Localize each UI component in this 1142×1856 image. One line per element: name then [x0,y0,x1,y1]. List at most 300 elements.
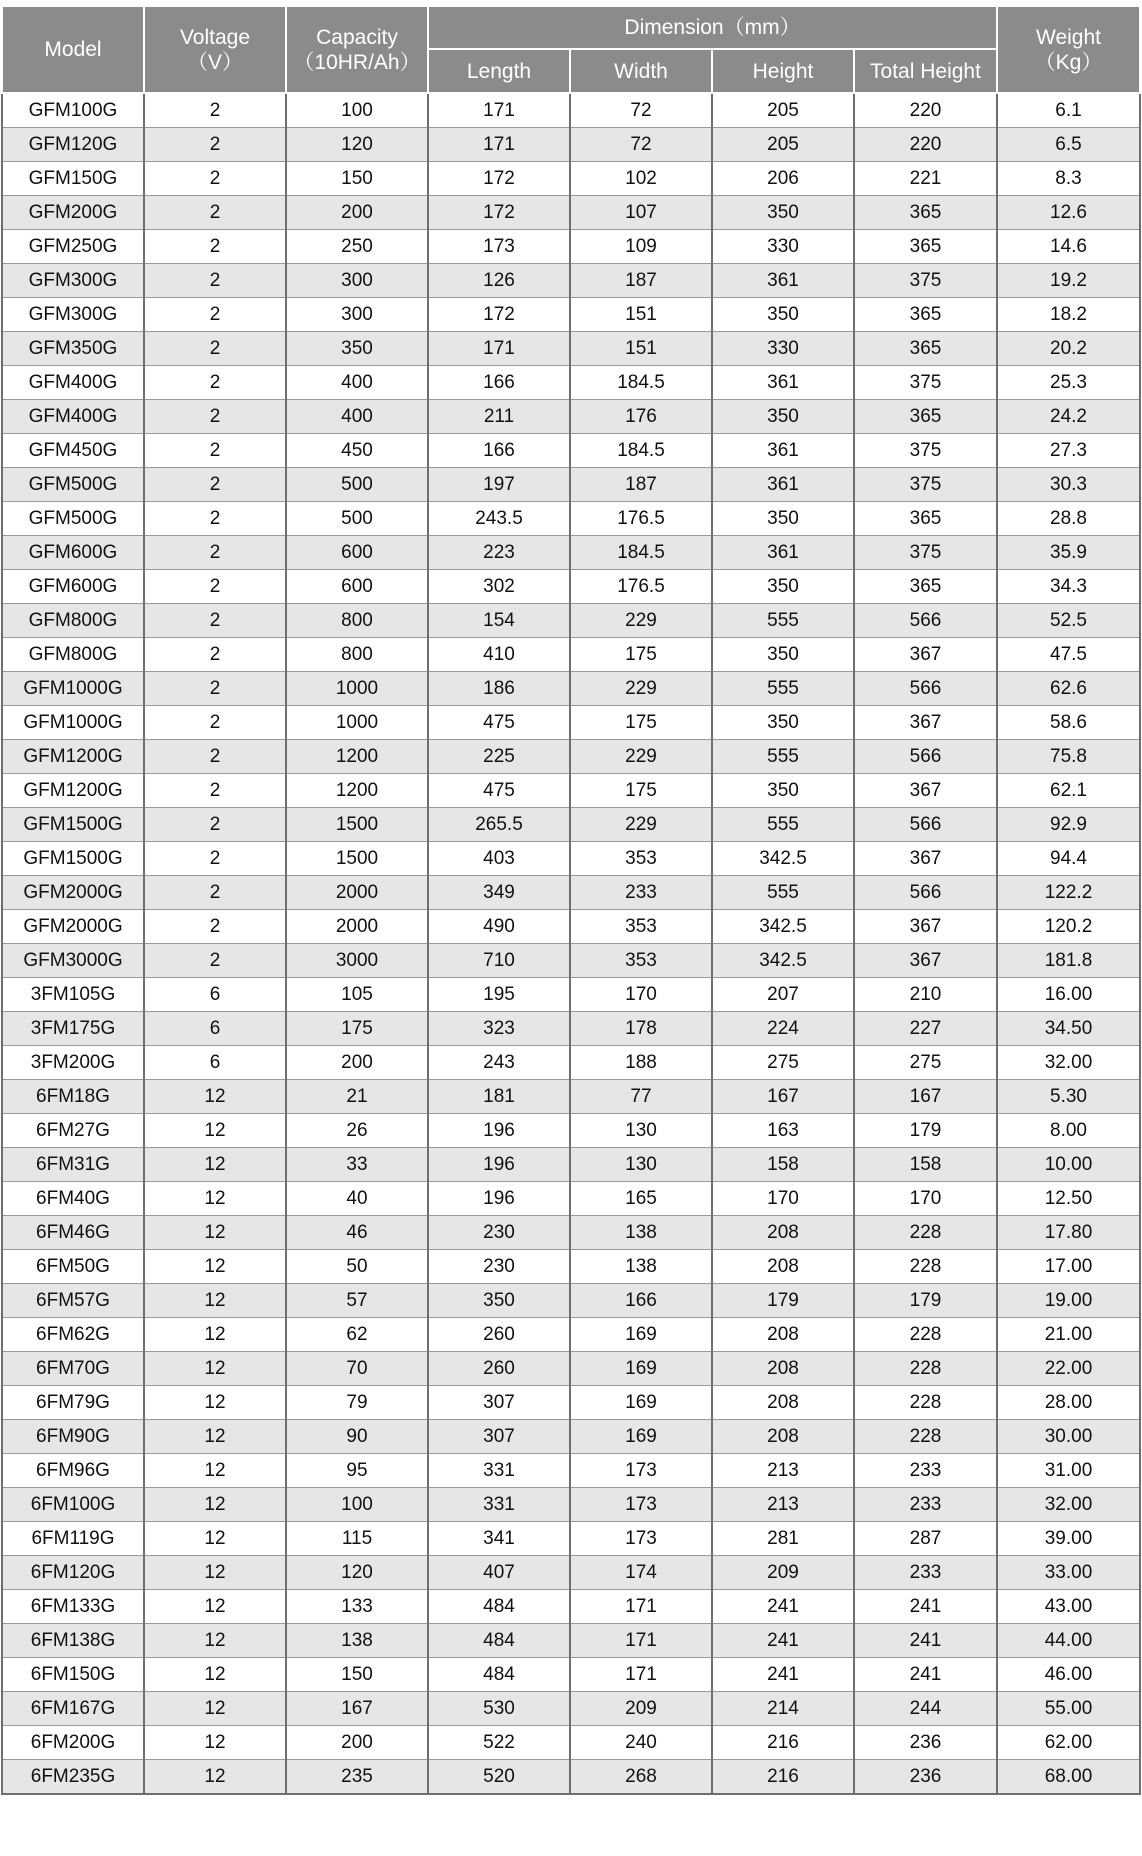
cell-voltage: 12 [144,1386,286,1420]
table-row [2,1352,1140,1386]
cell-width: 169 [570,1318,712,1352]
cell-height: 158 [712,1148,854,1182]
table-row [2,1760,1140,1795]
table-row [2,1046,1140,1080]
cell-voltage: 2 [144,604,286,638]
cell-weight: 30.3 [997,468,1140,502]
cell-voltage: 12 [144,1624,286,1658]
cell-width: 233 [570,876,712,910]
cell-weight: 19.2 [997,264,1140,298]
cell-width: 171 [570,1590,712,1624]
cell-total-height: 241 [854,1658,997,1692]
cell-total-height: 220 [854,93,997,128]
cell-weight: 62.6 [997,672,1140,706]
cell-model: 6FM167G [2,1692,144,1726]
cell-width: 109 [570,230,712,264]
cell-capacity: 167 [286,1692,428,1726]
cell-width: 138 [570,1250,712,1284]
cell-height: 361 [712,264,854,298]
cell-length: 307 [428,1420,570,1454]
cell-width: 151 [570,298,712,332]
table-row [2,638,1140,672]
cell-width: 229 [570,808,712,842]
battery-spec-table [1,5,1141,1795]
cell-capacity: 200 [286,1046,428,1080]
cell-voltage: 12 [144,1590,286,1624]
cell-weight: 75.8 [997,740,1140,774]
cell-height: 361 [712,434,854,468]
cell-weight: 62.1 [997,774,1140,808]
cell-width: 107 [570,196,712,230]
cell-length: 172 [428,298,570,332]
cell-height: 208 [712,1318,854,1352]
cell-capacity: 95 [286,1454,428,1488]
cell-total-height: 179 [854,1284,997,1318]
cell-capacity: 1200 [286,740,428,774]
cell-total-height: 367 [854,842,997,876]
cell-total-height: 227 [854,1012,997,1046]
table-row [2,1318,1140,1352]
cell-capacity: 21 [286,1080,428,1114]
header-capacity-unit: （10HR/Ah） [293,50,421,74]
table-row [2,468,1140,502]
cell-height: 281 [712,1522,854,1556]
cell-length: 196 [428,1114,570,1148]
cell-width: 176.5 [570,502,712,536]
cell-width: 209 [570,1692,712,1726]
cell-length: 323 [428,1012,570,1046]
cell-width: 77 [570,1080,712,1114]
cell-height: 241 [712,1624,854,1658]
cell-length: 265.5 [428,808,570,842]
header-dimension: Dimension（mm） [428,6,997,49]
table-row [2,400,1140,434]
table-row [2,128,1140,162]
cell-model: GFM1000G [2,672,144,706]
cell-capacity: 1500 [286,842,428,876]
cell-total-height: 566 [854,740,997,774]
cell-total-height: 220 [854,128,997,162]
header-length: Length [428,49,570,93]
header-voltage-label: Voltage [179,25,251,49]
cell-height: 330 [712,230,854,264]
cell-voltage: 2 [144,774,286,808]
cell-model: 6FM133G [2,1590,144,1624]
cell-total-height: 367 [854,910,997,944]
cell-width: 176.5 [570,570,712,604]
cell-weight: 14.6 [997,230,1140,264]
cell-width: 178 [570,1012,712,1046]
cell-width: 174 [570,1556,712,1590]
cell-voltage: 2 [144,808,286,842]
cell-capacity: 40 [286,1182,428,1216]
cell-voltage: 12 [144,1420,286,1454]
cell-capacity: 600 [286,570,428,604]
table-row [2,604,1140,638]
cell-weight: 17.00 [997,1250,1140,1284]
cell-height: 179 [712,1284,854,1318]
cell-length: 520 [428,1760,570,1795]
cell-model: GFM500G [2,468,144,502]
header-capacity-label: Capacity [316,25,398,49]
cell-model: 6FM79G [2,1386,144,1420]
cell-height: 241 [712,1658,854,1692]
cell-total-height: 375 [854,536,997,570]
cell-voltage: 12 [144,1182,286,1216]
cell-length: 331 [428,1488,570,1522]
cell-capacity: 150 [286,162,428,196]
cell-capacity: 100 [286,1488,428,1522]
cell-width: 229 [570,672,712,706]
table-row [2,332,1140,366]
header-model: Model [2,6,144,93]
table-row [2,1692,1140,1726]
cell-width: 166 [570,1284,712,1318]
cell-width: 171 [570,1658,712,1692]
cell-capacity: 70 [286,1352,428,1386]
table-row [2,774,1140,808]
cell-length: 410 [428,638,570,672]
cell-voltage: 2 [144,502,286,536]
cell-weight: 28.8 [997,502,1140,536]
cell-height: 216 [712,1726,854,1760]
cell-voltage: 2 [144,196,286,230]
cell-model: GFM1200G [2,774,144,808]
cell-voltage: 6 [144,1046,286,1080]
cell-length: 166 [428,366,570,400]
cell-height: 350 [712,298,854,332]
cell-total-height: 375 [854,434,997,468]
cell-weight: 55.00 [997,1692,1140,1726]
cell-length: 349 [428,876,570,910]
cell-voltage: 12 [144,1488,286,1522]
cell-height: 342.5 [712,910,854,944]
table-row [2,1182,1140,1216]
cell-voltage: 2 [144,740,286,774]
cell-length: 172 [428,162,570,196]
cell-width: 151 [570,332,712,366]
cell-height: 361 [712,536,854,570]
cell-height: 208 [712,1420,854,1454]
cell-length: 196 [428,1148,570,1182]
cell-length: 243.5 [428,502,570,536]
cell-total-height: 228 [854,1352,997,1386]
cell-total-height: 228 [854,1216,997,1250]
cell-model: GFM200G [2,196,144,230]
cell-voltage: 12 [144,1250,286,1284]
cell-width: 170 [570,978,712,1012]
cell-model: GFM300G [2,298,144,332]
table-row [2,1590,1140,1624]
cell-weight: 122.2 [997,876,1140,910]
table-row [2,740,1140,774]
cell-height: 350 [712,400,854,434]
cell-total-height: 236 [854,1760,997,1795]
cell-model: GFM150G [2,162,144,196]
table-row [2,1624,1140,1658]
table-row [2,808,1140,842]
cell-height: 350 [712,774,854,808]
table-row [2,1386,1140,1420]
cell-voltage: 12 [144,1726,286,1760]
cell-capacity: 115 [286,1522,428,1556]
cell-capacity: 1000 [286,672,428,706]
cell-total-height: 228 [854,1420,997,1454]
cell-height: 241 [712,1590,854,1624]
cell-capacity: 200 [286,1726,428,1760]
cell-length: 225 [428,740,570,774]
cell-total-height: 210 [854,978,997,1012]
cell-model: 6FM62G [2,1318,144,1352]
table-row [2,1556,1140,1590]
cell-height: 216 [712,1760,854,1795]
cell-length: 181 [428,1080,570,1114]
cell-voltage: 2 [144,128,286,162]
cell-model: 6FM31G [2,1148,144,1182]
cell-total-height: 365 [854,230,997,264]
table-row [2,196,1140,230]
cell-total-height: 566 [854,672,997,706]
cell-total-height: 179 [854,1114,997,1148]
cell-length: 260 [428,1352,570,1386]
cell-voltage: 2 [144,706,286,740]
cell-voltage: 12 [144,1114,286,1148]
cell-weight: 25.3 [997,366,1140,400]
cell-height: 208 [712,1352,854,1386]
cell-model: 6FM27G [2,1114,144,1148]
cell-capacity: 2000 [286,876,428,910]
cell-weight: 8.00 [997,1114,1140,1148]
cell-model: GFM350G [2,332,144,366]
cell-weight: 20.2 [997,332,1140,366]
cell-width: 169 [570,1352,712,1386]
cell-height: 350 [712,638,854,672]
cell-capacity: 2000 [286,910,428,944]
cell-length: 230 [428,1216,570,1250]
cell-capacity: 250 [286,230,428,264]
cell-total-height: 367 [854,638,997,672]
table-row [2,1080,1140,1114]
table-row [2,1250,1140,1284]
cell-capacity: 120 [286,128,428,162]
cell-weight: 16.00 [997,978,1140,1012]
cell-total-height: 287 [854,1522,997,1556]
cell-width: 184.5 [570,536,712,570]
cell-width: 173 [570,1522,712,1556]
cell-voltage: 12 [144,1080,286,1114]
table-row [2,978,1140,1012]
cell-height: 208 [712,1216,854,1250]
cell-total-height: 365 [854,298,997,332]
cell-weight: 39.00 [997,1522,1140,1556]
cell-voltage: 12 [144,1284,286,1318]
cell-length: 484 [428,1590,570,1624]
cell-height: 350 [712,570,854,604]
cell-model: 6FM18G [2,1080,144,1114]
cell-height: 361 [712,366,854,400]
cell-capacity: 300 [286,264,428,298]
cell-length: 172 [428,196,570,230]
cell-weight: 27.3 [997,434,1140,468]
cell-model: GFM600G [2,570,144,604]
cell-model: 6FM138G [2,1624,144,1658]
table-row [2,434,1140,468]
cell-length: 260 [428,1318,570,1352]
cell-voltage: 12 [144,1318,286,1352]
table-row [2,1284,1140,1318]
cell-weight: 181.8 [997,944,1140,978]
cell-height: 206 [712,162,854,196]
header-weight-unit: （Kg） [1034,50,1103,74]
cell-model: GFM800G [2,604,144,638]
cell-width: 188 [570,1046,712,1080]
cell-length: 530 [428,1692,570,1726]
cell-weight: 68.00 [997,1760,1140,1795]
cell-weight: 19.00 [997,1284,1140,1318]
cell-capacity: 235 [286,1760,428,1795]
cell-voltage: 12 [144,1352,286,1386]
table-row [2,1114,1140,1148]
cell-total-height: 365 [854,570,997,604]
cell-height: 555 [712,740,854,774]
cell-weight: 30.00 [997,1420,1140,1454]
cell-weight: 94.4 [997,842,1140,876]
cell-model: 3FM175G [2,1012,144,1046]
cell-total-height: 365 [854,400,997,434]
cell-voltage: 12 [144,1692,286,1726]
cell-voltage: 2 [144,366,286,400]
cell-weight: 17.80 [997,1216,1140,1250]
cell-model: GFM1500G [2,842,144,876]
table-row [2,230,1140,264]
cell-height: 224 [712,1012,854,1046]
cell-width: 130 [570,1148,712,1182]
cell-length: 341 [428,1522,570,1556]
table-row [2,1658,1140,1692]
cell-width: 175 [570,706,712,740]
cell-capacity: 138 [286,1624,428,1658]
cell-voltage: 12 [144,1454,286,1488]
cell-model: GFM1000G [2,706,144,740]
cell-voltage: 2 [144,910,286,944]
table-row [2,502,1140,536]
cell-length: 490 [428,910,570,944]
header-height: Height [712,49,854,93]
cell-voltage: 12 [144,1658,286,1692]
cell-capacity: 1000 [286,706,428,740]
cell-height: 167 [712,1080,854,1114]
cell-voltage: 12 [144,1760,286,1795]
cell-total-height: 236 [854,1726,997,1760]
header-total-height: Total Height [854,49,997,93]
cell-width: 240 [570,1726,712,1760]
cell-total-height: 241 [854,1624,997,1658]
header-weight [997,6,1140,93]
cell-capacity: 120 [286,1556,428,1590]
table-header [2,6,1140,93]
cell-model: GFM800G [2,638,144,672]
cell-model: GFM2000G [2,876,144,910]
table-row [2,1522,1140,1556]
cell-model: 6FM119G [2,1522,144,1556]
cell-weight: 24.2 [997,400,1140,434]
cell-width: 72 [570,128,712,162]
cell-height: 555 [712,876,854,910]
cell-voltage: 2 [144,570,286,604]
cell-total-height: 365 [854,332,997,366]
cell-model: GFM250G [2,230,144,264]
table-row [2,1216,1140,1250]
cell-capacity: 105 [286,978,428,1012]
cell-voltage: 2 [144,434,286,468]
cell-capacity: 1500 [286,808,428,842]
cell-length: 710 [428,944,570,978]
cell-length: 173 [428,230,570,264]
cell-weight: 33.00 [997,1556,1140,1590]
cell-total-height: 367 [854,944,997,978]
table-row [2,944,1140,978]
cell-voltage: 2 [144,264,286,298]
cell-weight: 6.1 [997,93,1140,128]
table-row [2,570,1140,604]
cell-total-height: 566 [854,604,997,638]
cell-length: 166 [428,434,570,468]
cell-weight: 6.5 [997,128,1140,162]
table-row [2,1726,1140,1760]
cell-capacity: 200 [286,196,428,230]
cell-length: 211 [428,400,570,434]
cell-weight: 8.3 [997,162,1140,196]
cell-weight: 35.9 [997,536,1140,570]
cell-length: 126 [428,264,570,298]
table-row [2,1488,1140,1522]
cell-total-height: 375 [854,468,997,502]
cell-capacity: 800 [286,604,428,638]
header-capacity [286,6,428,93]
cell-length: 403 [428,842,570,876]
cell-height: 207 [712,978,854,1012]
cell-length: 154 [428,604,570,638]
cell-weight: 120.2 [997,910,1140,944]
cell-voltage: 2 [144,332,286,366]
cell-width: 353 [570,944,712,978]
cell-height: 275 [712,1046,854,1080]
cell-voltage: 2 [144,536,286,570]
cell-total-height: 228 [854,1250,997,1284]
cell-capacity: 450 [286,434,428,468]
cell-capacity: 150 [286,1658,428,1692]
cell-height: 205 [712,93,854,128]
cell-voltage: 12 [144,1148,286,1182]
cell-voltage: 2 [144,230,286,264]
cell-width: 175 [570,638,712,672]
table-row [2,1454,1140,1488]
cell-height: 213 [712,1454,854,1488]
cell-weight: 28.00 [997,1386,1140,1420]
cell-height: 350 [712,502,854,536]
cell-capacity: 800 [286,638,428,672]
cell-total-height: 365 [854,196,997,230]
cell-width: 102 [570,162,712,196]
cell-width: 229 [570,740,712,774]
cell-height: 170 [712,1182,854,1216]
cell-model: GFM1200G [2,740,144,774]
cell-height: 342.5 [712,944,854,978]
cell-model: GFM400G [2,400,144,434]
cell-model: 6FM90G [2,1420,144,1454]
cell-voltage: 12 [144,1216,286,1250]
table-row [2,162,1140,196]
